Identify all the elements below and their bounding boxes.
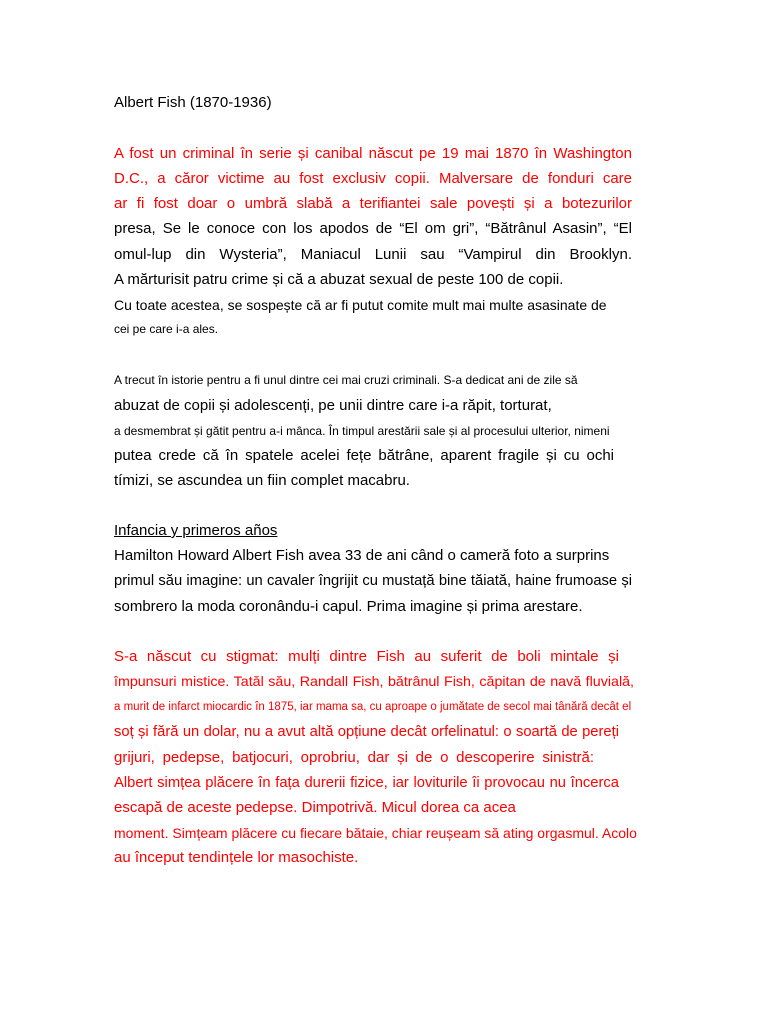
paragraph-line: tímizi, se ascundea un fiin complet macabru. [114,472,410,489]
paragraph-line: a murit de infarct miocardic în 1875, iar mama sa, cu aproape o jumătate de secol mai tânără decât el [114,701,632,713]
paragraph-line: omul-lup din Wysteria”, Maniacul Lunii sau “Vampirul din Brooklyn. [114,246,632,263]
paragraph-line: cei pe care i-a ales. [114,322,219,336]
paragraph-line: Hamilton Howard Albert Fish avea 33 de ani când o cameră foto a surprins [114,547,610,564]
section-heading: Infancia y primeros años [114,522,278,539]
paragraph-line: moment. Simțeam plăcere cu fiecare bătaie, chiar reușeam să ating orgasmul. Acolo [114,825,637,841]
paragraph-line: soț și fără un dolar, nu a avut altă opțiune decât orfelinatul: o soartă de pereți [114,724,619,740]
paragraph-line: Cu toate acestea, se sospește că ar fi putut comite mult mai multe asasinate de [114,297,607,313]
paragraph-line: ar fi fost doar o umbră slabă a terifiantei sale povești și a botezurilor [114,195,632,212]
paragraph-line: împunsuri mistice. Tatăl său, Randall Fish, bătrânul Fish, căpitan de navă fluvială, [114,674,634,690]
document-title: Albert Fish (1870-1936) [114,94,272,111]
paragraph-line: S-a născut cu stigmat: mulți dintre Fish au suferit de boli mintale și [114,648,619,665]
paragraph-line: putea crede că în spatele acelei fețe bătrâne, aparent fragile și cu ochi [114,447,614,464]
paragraph-line: Albert simțea plăcere în fața durerii fizice, iar loviturile îi provocau nu încerca [114,775,619,791]
paragraph-line: A mărturisit patru crime și că a abuzat sexual de peste 100 de copii. [114,271,564,288]
paragraph-line: sombrero la moda coronându-i capul. Prima imagine și prima arestare. [114,598,583,615]
paragraph-line: presa, Se le conoce con los apodos de “El om gri”, “Bătrânul Asasin”, “El [114,220,632,237]
paragraph-line: abuzat de copii și adolescenți, pe unii dintre care i-a răpit, torturat, [114,397,552,414]
paragraph-line: D.C., a căror victime au fost exclusiv copii. Malversare de fonduri care [114,170,632,187]
paragraph-line: A fost un criminal în serie și canibal născut pe 19 mai 1870 în Washington [114,145,632,162]
paragraph-line: A trecut în istorie pentru a fi unul dintre cei mai cruzi criminali. S-a dedicat ani de zile să [114,373,578,387]
paragraph-line: primul său imagine: un cavaler îngrijit cu mustață bine tăiată, haine frumoase și [114,573,632,589]
paragraph-line: au început tendințele lor masochiste. [114,849,359,866]
paragraph-line: escapă de aceste pedepse. Dimpotrivă. Micul dorea ca acea [114,799,516,816]
paragraph-line: grijuri, pedepse, batjocuri, oprobriu, dar și de o descoperire sinistră: [114,749,594,766]
paragraph-line: a desmembrat și gătit pentru a-i mânca. În timpul arestării sale și al procesului ulterior, nimeni [114,424,610,438]
